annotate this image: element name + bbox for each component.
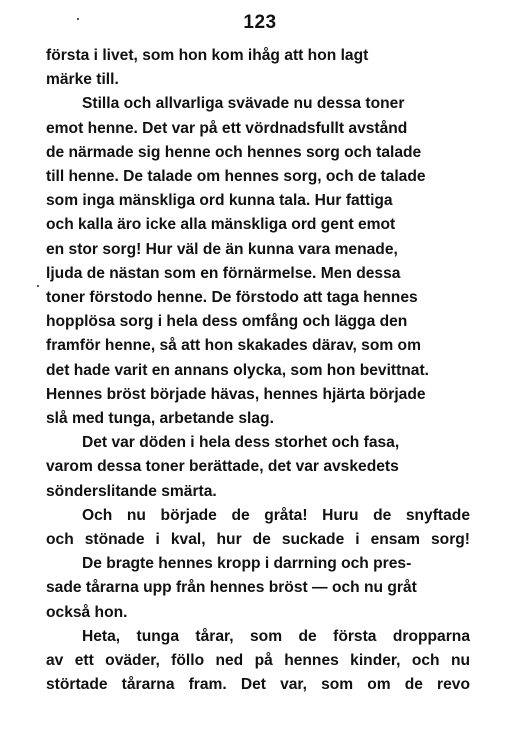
paragraph: De bragte hennes kropp i darrning och pres- sade tårarna upp från hennes bröst — och nu gråt också hon. [46, 555, 417, 621]
paragraph: Och nu började de gråta! Huru de snyftade och stönade i kval, hur de suckade i ensam sorg! [46, 506, 470, 549]
paragraph: Heta, tunga tårar, som de första dropparna av ett oväder, föllo ned på hennes kinder, och nu störtade tårarna fram. Det var, som om de revo [46, 627, 470, 694]
paragraph: första i livet, som hon kom ihåg att hon lagt märke till. [46, 47, 369, 89]
body-text [46, 44, 470, 697]
margin-mark [37, 285, 39, 287]
paragraph: Stilla och allvarliga svävade nu dessa toner emot henne. Det var på ett vördnadsfullt avstånd de närmade sig henne och hennes sorg och talade till henne. De talade om hennes sorg, och de talade som inga mänskliga ord kunna tala. Hur fattiga och kalla äro icke alla mänskliga ord gent emot en stor sorg! Hur väl de än kunna vara menade, ljuda de nästan som en förnärmelse. Men dessa toner förstodo henne. De förstodo att taga hennes hopplösa sorg i hela dess omfång och lägga den framför henne, så att hon skakades därav, som om det hade varit en annans olycka, som hon bevittnat. Hennes bröst började hävas, hennes hjärta började slå med tunga, arbetande slag. [46, 95, 430, 428]
paragraph: Det var döden i hela dess storhet och fasa, varom dessa toner berättade, det var avskedets sönderslitande smärta. [46, 434, 400, 500]
margin-mark [77, 18, 79, 20]
page-number: 123 [243, 12, 277, 33]
